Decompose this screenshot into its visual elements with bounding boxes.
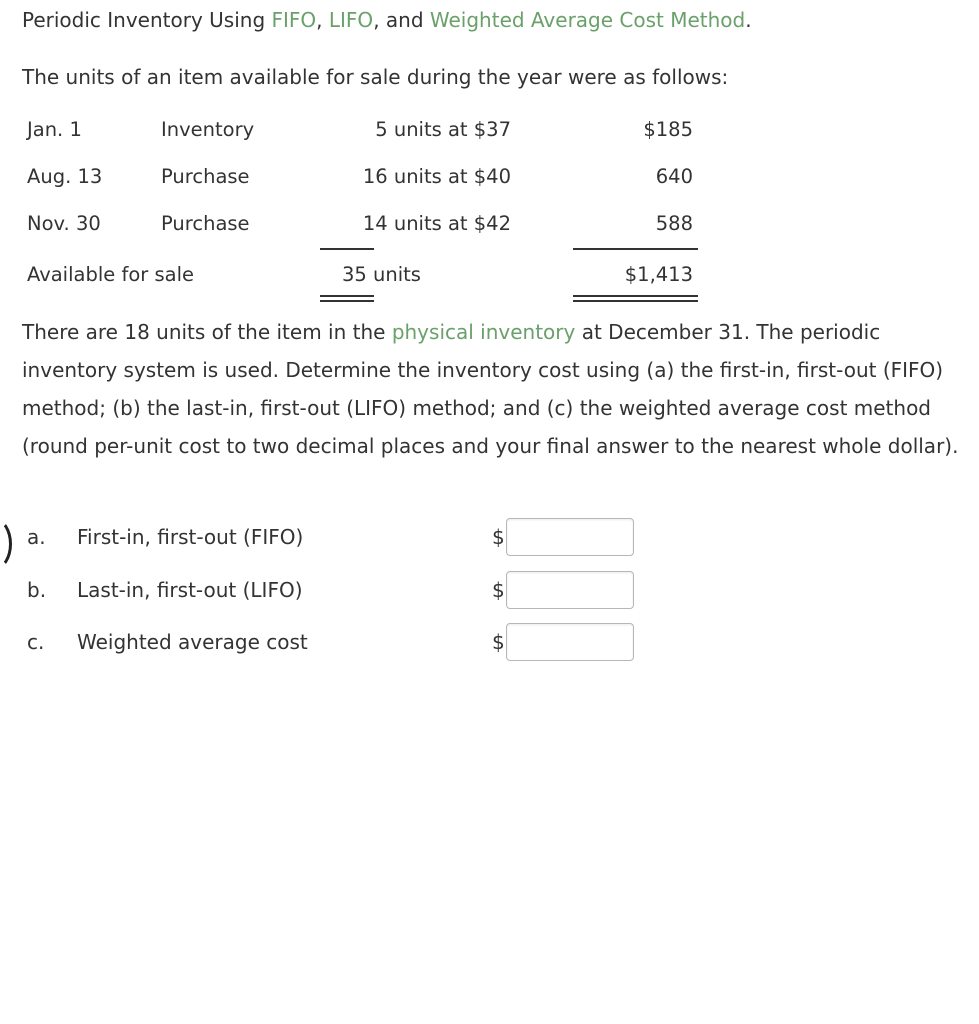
weighted-average-answer-input[interactable] [506,623,634,661]
row-2-type: Purchase [161,165,250,188]
units-total-double-rule [320,295,374,302]
lifo-answer-input[interactable] [506,571,634,609]
cost-subtotal-rule [573,248,698,250]
fifo-link[interactable]: FIFO [271,8,317,32]
total-cost: $1,413 [624,263,693,286]
total-label: Available for sale [27,263,194,286]
row-3-date: Nov. 30 [27,212,101,235]
fifo-answer-input[interactable] [506,518,634,556]
title-sep-2: , and [373,8,430,32]
physical-inventory-link[interactable]: physical inventory [391,320,576,344]
row-3-units: 14 units at $42 [362,212,511,235]
row-3-cost: 588 [655,212,693,235]
intro-text: The units of an item available for sale during the year were as follows: [22,65,729,89]
weighted-average-link[interactable]: Weighted Average Cost Method [429,8,746,32]
total-units: 35 units [342,263,421,286]
row-2-cost: 640 [655,165,693,188]
question-a-letter: a. [27,525,46,549]
question-b-currency: $ [492,578,505,602]
units-subtotal-rule [320,248,374,250]
title-sep-1: , [316,8,329,32]
question-c-letter: c. [27,630,45,654]
row-3-type: Purchase [161,212,250,235]
paragraph-after: at December 31. The periodic inventory system is used. Determine the inventory cost using (a) the first-in, first-out (FIFO) method; (b) the last-in, first-out (LIFO) method; and (c) the weighted average cost method (round per-unit cost to two decimal places and your final answer to the nearest whole dollar). [22,320,959,458]
lifo-link[interactable]: LIFO [328,8,374,32]
title-suffix: . [745,8,752,32]
row-1-units: 5 units at $37 [375,118,511,141]
question-b-letter: b. [27,578,47,602]
paragraph-before: There are 18 units of the item in the [22,320,392,344]
row-1-date: Jan. 1 [27,118,82,141]
problem-paragraph [22,313,972,465]
problem-title [22,6,752,34]
question-a-currency: $ [492,525,505,549]
question-bracket [0,518,12,570]
question-c-label: Weighted average cost [77,630,308,654]
row-2-units: 16 units at $40 [362,165,511,188]
question-a-label: First-in, first-out (FIFO) [77,525,304,549]
cost-total-double-rule [573,295,698,302]
question-c-currency: $ [492,630,505,654]
row-1-type: Inventory [161,118,255,141]
row-2-date: Aug. 13 [27,165,103,188]
row-1-cost: $185 [643,118,693,141]
question-b-label: Last-in, first-out (LIFO) [77,578,303,602]
title-prefix: Periodic Inventory Using [22,8,272,32]
